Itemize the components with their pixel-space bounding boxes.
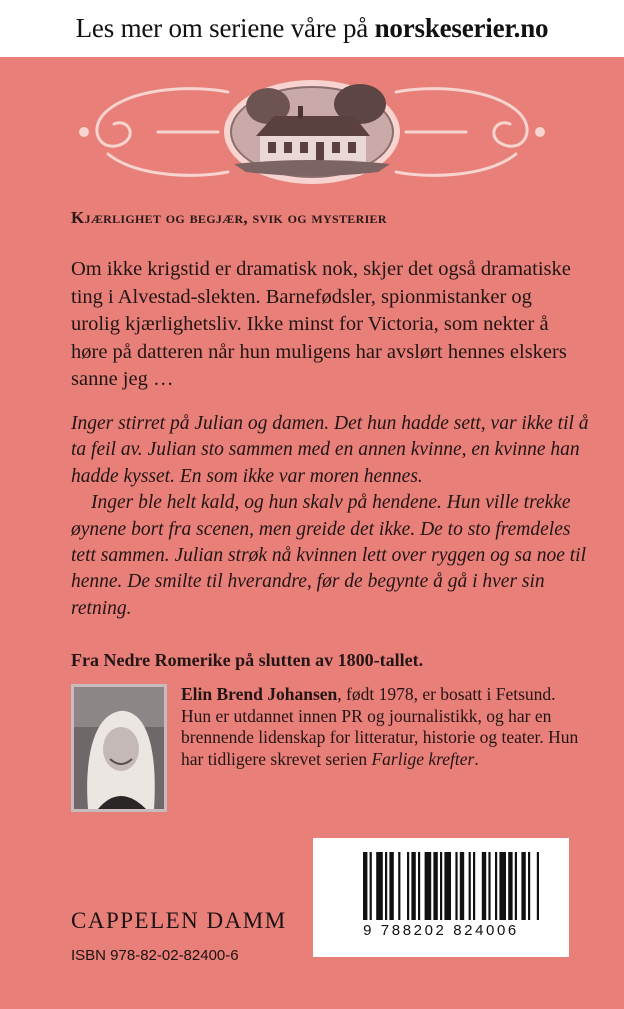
series-website-banner	[0, 0, 624, 57]
barcode-bar	[499, 852, 506, 920]
barcode-bar	[418, 852, 420, 920]
barcode-bars	[313, 838, 569, 924]
book-description: Om ikke krigstid er dramatisk nok, skjer det også dramatiske ting i Alvestad-slekten. Barnefødsler, spionmistanker og urolig kjærlighetsliv. Ikke minst for Victoria, som nekter å høre på datteren når hun muligens har avslørt hennes elskers sanne jeg …	[71, 258, 571, 390]
barcode-bar	[440, 852, 442, 920]
barcode-bar	[444, 852, 451, 920]
excerpt-paragraph-2: Inger ble helt kald, og hun skalv på hendene. Hun ville trekke øynene bort fra scenen, men greide det ikke. De to sto fremdeles tett sammen. Julian strøk nå kvinnen lett over ryggen og sa noe til henne. De smilte til hverandre, før de begynte å gå i hver sin retning.	[71, 492, 587, 619]
book-excerpt	[71, 411, 591, 622]
excerpt-paragraph-1: Inger stirret på Julian og damen. Det hun hadde sett, var ikke til å ta feil av. Julian sto sammen med en annen kvinne, en kvinne han hadde kysset. En som ikke var moren hennes.	[71, 413, 589, 487]
barcode-bar	[460, 852, 464, 920]
barcode-bar	[482, 852, 486, 920]
barcode-bar	[508, 852, 512, 920]
barcode-bar	[376, 852, 383, 920]
author-bio	[181, 684, 581, 770]
barcode-bar	[488, 852, 490, 920]
farmhouse-ornament-frame	[78, 72, 546, 192]
author-bio-text: , født 1978, er bosatt i Fetsund. Hun er utdannet innen PR og journalistikk, og har en brennende lidenskap for litteratur, historie og teater. Hun har tidligere skrevet serien	[181, 684, 579, 769]
barcode-digits: 9 788202 824006	[363, 922, 519, 939]
tagline: Kjærlighet og begjær, svik og mysterier	[71, 208, 387, 227]
barcode-bar	[363, 852, 367, 920]
setting-line: Fra Nedre Romerike på slutten av 1800-tallet.	[71, 650, 424, 670]
barcode-bar	[411, 852, 415, 920]
barcode-bar	[469, 852, 471, 920]
barcode-bar	[407, 852, 409, 920]
barcode-bar	[473, 852, 475, 920]
barcode-bar	[370, 852, 372, 920]
publisher-logo: CAPPELEN DAMM	[71, 908, 287, 933]
barcode-bar	[537, 852, 539, 920]
barcode-bar	[515, 852, 517, 920]
barcode-bar	[398, 852, 400, 920]
isbn-number: ISBN 978-82-02-82400-6	[71, 947, 239, 964]
banner-lead-text: Les mer om seriene våre på	[75, 13, 375, 43]
author-bio-end: .	[474, 748, 479, 769]
barcode-bar	[521, 852, 525, 920]
barcode-bar	[425, 852, 432, 920]
barcode-bar	[495, 852, 497, 920]
isbn-barcode	[313, 838, 569, 957]
previous-series-title: Farlige krefter	[371, 748, 475, 769]
barcode-bar	[389, 852, 393, 920]
barcode-bar	[455, 852, 457, 920]
farmhouse-image	[224, 80, 400, 184]
barcode-bar	[433, 852, 437, 920]
barcode-bar	[385, 852, 387, 920]
barcode-bar	[528, 852, 530, 920]
banner-website-link[interactable]: norskeserier.no	[374, 13, 549, 43]
author-name: Elin Brend Johansen	[181, 684, 338, 704]
author-photo	[71, 684, 167, 812]
